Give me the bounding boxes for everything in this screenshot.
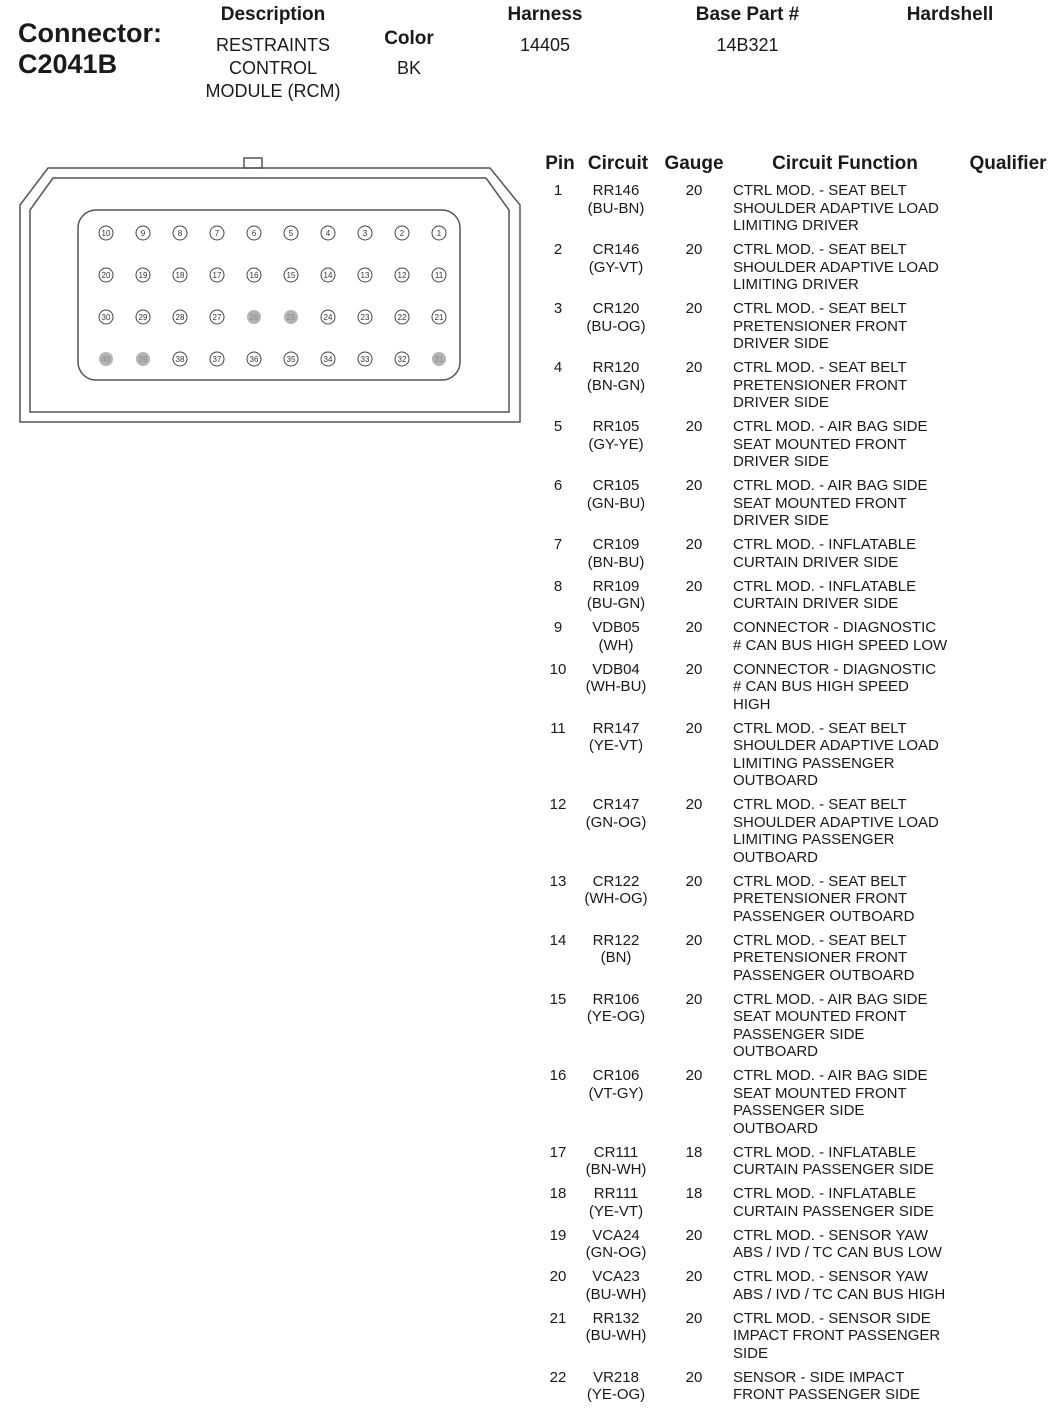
circuit-id: VCA24	[592, 1226, 640, 1244]
circuit-function-line: CTRL MOD. - AIR BAG SIDE	[733, 477, 928, 494]
gauge-value: 18	[685, 1185, 703, 1202]
circuit-cell	[584, 619, 648, 654]
wire-color: (BU-WH)	[585, 1285, 647, 1303]
circuit-function-line: CTRL MOD. - INFLATABLE	[733, 577, 917, 595]
gauge-value: 20	[685, 1309, 703, 1327]
col-header-circuit: Circuit	[587, 153, 649, 174]
pin-number: 6	[553, 477, 563, 494]
circuit-function-line: CTRL MOD. - SEAT BELT	[733, 241, 907, 258]
circuit-function-line: CURTAIN DRIVER SIDE	[733, 595, 899, 612]
circuit-id: RR122	[592, 931, 640, 949]
pin-number: 8	[553, 577, 563, 595]
circuit-cell	[584, 932, 648, 967]
circuit-cell	[584, 1144, 648, 1179]
cavity-number: 7	[214, 229, 220, 238]
cavity-number: 10	[101, 229, 111, 238]
circuit-function-line: # CAN BUS HIGH SPEED	[733, 678, 909, 695]
cavity-number: 30	[101, 313, 111, 322]
gauge-value: 20	[685, 477, 703, 494]
circuit-function-line: OUTBOARD	[733, 848, 819, 866]
gauge-value: 18	[685, 1143, 703, 1161]
wire-color: (VT-GY)	[588, 1084, 644, 1102]
cavity-number: 24	[323, 313, 333, 322]
pin-number: 22	[549, 1368, 567, 1386]
circuit-function-line: LIMITING DRIVER	[733, 276, 859, 293]
circuit-function-line: CTRL MOD. - SEAT BELT	[733, 719, 907, 737]
wire-color: (WH-BU)	[585, 678, 647, 695]
wire-color: (BN-GN)	[586, 376, 646, 394]
pin-number: 10	[549, 660, 567, 678]
cavity-number: 8	[177, 229, 183, 238]
circuit-function-line: CTRL MOD. - SENSOR SIDE	[733, 1309, 931, 1327]
cavity-number: 5	[288, 229, 294, 238]
circuit-function-cell	[733, 1185, 973, 1220]
pin-number: 7	[553, 536, 563, 553]
circuit-function-line: LIMITING PASSENGER	[733, 831, 895, 848]
circuit-cell	[584, 477, 648, 512]
harness-label: Harness	[507, 4, 583, 25]
circuit-id: RR105	[592, 418, 640, 435]
circuit-function-line: SIDE	[733, 1344, 769, 1362]
circuit-function-line: SEAT MOUNTED FRONT	[733, 1084, 907, 1102]
gauge-value: 20	[685, 536, 703, 553]
cavity-number: 25	[286, 313, 296, 322]
circuit-function-line: SEAT MOUNTED FRONT	[733, 494, 907, 512]
cavity-number: 33	[360, 355, 370, 364]
gauge-value: 20	[685, 931, 703, 949]
circuit-function-line: FRONT PASSENGER SIDE	[733, 1386, 920, 1403]
circuit-function-cell	[733, 1310, 973, 1363]
connector-latch	[244, 158, 262, 168]
circuit-function-line: CTRL MOD. - AIR BAG SIDE	[733, 990, 928, 1008]
circuit-function-line: CONNECTOR - DIAGNOSTIC	[733, 619, 937, 636]
circuit-cell	[584, 1185, 648, 1220]
circuit-function-cell	[733, 182, 973, 235]
color-value: BK	[396, 58, 421, 78]
circuit-function-line: SEAT MOUNTED FRONT	[733, 1008, 907, 1025]
gauge-value: 20	[685, 990, 703, 1008]
circuit-function-line: # CAN BUS HIGH SPEED LOW	[733, 636, 948, 654]
circuit-function-line: OUTBOARD	[733, 772, 819, 789]
cavity-number: 21	[434, 313, 444, 322]
circuit-function-cell	[733, 300, 973, 353]
pin-number: 21	[549, 1309, 567, 1327]
circuit-function-line: PASSENGER OUTBOARD	[733, 907, 915, 925]
circuit-function-line: OUTBOARD	[733, 1043, 819, 1060]
cavity-number: 23	[360, 313, 370, 322]
cavity-number: 14	[323, 271, 333, 280]
hardshell-label: Hardshell	[906, 4, 994, 25]
circuit-function-line: CURTAIN PASSENGER SIDE	[733, 1202, 934, 1220]
gauge-value: 20	[685, 660, 703, 678]
circuit-function-cell	[733, 578, 973, 613]
base-part-value: 14B321	[716, 35, 779, 55]
circuit-function-cell	[733, 991, 973, 1061]
circuit-function-cell	[733, 1227, 973, 1262]
circuit-cell	[584, 720, 648, 755]
cavity-number: 1	[436, 229, 442, 238]
circuit-cell	[584, 873, 648, 908]
color-label: Color	[384, 28, 434, 49]
circuit-function-line: CTRL MOD. - AIR BAG SIDE	[733, 418, 928, 435]
circuit-function-line: ABS / IVD / TC CAN BUS LOW	[733, 1244, 942, 1261]
wire-color: (BU-GN)	[586, 595, 646, 612]
wire-color: (YE-OG)	[586, 1386, 646, 1403]
circuit-function-line: SHOULDER ADAPTIVE LOAD	[733, 737, 939, 754]
circuit-cell	[584, 1369, 648, 1404]
gauge-value: 20	[685, 182, 703, 199]
circuit-id: CR109	[592, 536, 640, 553]
pin-number: 1	[553, 182, 563, 199]
cavity-number: 37	[212, 355, 222, 364]
circuit-function-cell	[733, 932, 973, 985]
wire-color: (BU-BN)	[587, 199, 645, 217]
connector-outer-shell	[20, 168, 520, 422]
gauge-value: 20	[685, 241, 703, 258]
circuit-function-line: CONNECTOR - DIAGNOSTIC	[733, 660, 937, 678]
circuit-function-cell	[733, 536, 973, 571]
cavity-number: 11	[434, 271, 444, 280]
cavity-number: 36	[249, 355, 259, 364]
circuit-function-line: CTRL MOD. - INFLATABLE	[733, 536, 917, 553]
circuit-function-cell	[733, 1268, 973, 1303]
pin-number: 5	[553, 418, 563, 435]
circuit-function-line: CURTAIN DRIVER SIDE	[733, 553, 899, 571]
circuit-function-line: CTRL MOD. - SEAT BELT	[733, 359, 907, 376]
circuit-cell	[584, 536, 648, 571]
circuit-function-line: CTRL MOD. - SENSOR YAW	[733, 1226, 929, 1244]
circuit-function-line: SHOULDER ADAPTIVE LOAD	[733, 258, 939, 276]
circuit-id: RR111	[593, 1185, 639, 1202]
circuit-function-line: ABS / IVD / TC CAN BUS HIGH	[733, 1285, 946, 1303]
gauge-value: 20	[685, 1067, 703, 1084]
connector-inner-shell	[30, 178, 509, 412]
cavity-number: 3	[362, 229, 368, 238]
harness-value: 14405	[519, 35, 571, 55]
cavity-number: 2	[399, 229, 405, 238]
circuit-function-line: HIGH	[733, 695, 771, 713]
wire-color: (BN)	[600, 949, 632, 966]
circuit-function-line: CTRL MOD. - INFLATABLE	[733, 1143, 917, 1161]
cavity-number: 27	[212, 313, 222, 322]
pin-number: 15	[549, 990, 567, 1008]
wire-color: (GN-OG)	[585, 1244, 647, 1261]
circuit-id: RR109	[592, 577, 640, 595]
circuit-function-cell	[733, 241, 973, 294]
description-value	[178, 34, 368, 103]
circuit-function-line: CTRL MOD. - SEAT BELT	[733, 796, 907, 813]
circuit-cell	[584, 796, 648, 831]
circuit-function-cell	[733, 477, 973, 530]
circuit-cell	[584, 1067, 648, 1102]
wire-color: (YE-OG)	[586, 1008, 646, 1025]
circuit-id: CR147	[592, 796, 640, 813]
cavity-number: 32	[397, 355, 407, 364]
circuit-id: VCA23	[592, 1268, 640, 1285]
gauge-value: 20	[685, 1368, 703, 1386]
circuit-function-line: DRIVER SIDE	[733, 512, 829, 529]
pin-number: 9	[553, 619, 563, 636]
col-header-circuit-function: Circuit Function	[772, 153, 918, 174]
circuit-cell	[584, 359, 648, 394]
base-part-label: Base Part #	[695, 4, 800, 25]
circuit-function-line: PRETENSIONER FRONT	[733, 376, 908, 394]
cavity-number: 38	[175, 355, 185, 364]
circuit-cell	[584, 418, 648, 453]
wire-color: (YE-VT)	[588, 1202, 644, 1220]
pin-number: 17	[549, 1143, 567, 1161]
circuit-id: RR132	[592, 1309, 640, 1327]
cavity-number: 34	[323, 355, 333, 364]
cavity-number: 12	[397, 271, 407, 280]
circuit-function-line: DRIVER SIDE	[733, 335, 829, 352]
description-line-1: RESTRAINTS	[215, 35, 330, 55]
pin-number: 18	[549, 1185, 567, 1202]
circuit-function-line: CURTAIN PASSENGER SIDE	[733, 1161, 934, 1178]
wire-color: (WH)	[598, 636, 634, 654]
cavity-number: 13	[360, 271, 370, 280]
pin-number: 14	[549, 931, 567, 949]
circuit-cell	[584, 661, 648, 696]
col-header-pin: Pin	[545, 153, 575, 174]
circuit-cell	[584, 1310, 648, 1345]
cavity-number: 4	[325, 229, 331, 238]
wire-color: (BU-OG)	[586, 317, 646, 335]
circuit-function-cell	[733, 359, 973, 412]
circuit-function-line: OUTBOARD	[733, 1119, 819, 1137]
circuit-function-line: LIMITING DRIVER	[733, 217, 859, 234]
cavity-grid	[99, 226, 446, 366]
circuit-id: RR106	[592, 990, 640, 1008]
pin-number: 20	[549, 1268, 567, 1285]
circuit-cell	[584, 578, 648, 613]
wire-color: (GY-YE)	[588, 435, 644, 453]
circuit-function-cell	[733, 796, 973, 866]
circuit-function-cell	[733, 1067, 973, 1137]
pin-number: 11	[550, 719, 566, 737]
cavity-number: 9	[140, 229, 146, 238]
circuit-function-cell	[733, 720, 973, 790]
circuit-cell	[584, 241, 648, 276]
gauge-value: 20	[685, 872, 703, 890]
circuit-cell	[584, 991, 648, 1026]
circuit-id: VDB04	[592, 660, 640, 678]
circuit-id: CR105	[592, 477, 640, 494]
circuit-function-line: PASSENGER OUTBOARD	[733, 966, 915, 984]
cavity-number: 18	[175, 271, 185, 280]
wire-color: (GY-VT)	[588, 258, 644, 276]
circuit-function-cell	[733, 1144, 973, 1179]
gauge-value: 20	[685, 796, 703, 813]
circuit-function-line: CTRL MOD. - SEAT BELT	[733, 931, 907, 949]
circuit-function-line: CTRL MOD. - SEAT BELT	[733, 300, 907, 317]
connector-face-diagram	[18, 150, 523, 425]
circuit-function-line: PRETENSIONER FRONT	[733, 949, 908, 966]
circuit-id: CR120	[592, 300, 640, 317]
cavity-number: 22	[397, 313, 407, 322]
cavity-number: 31	[434, 355, 444, 364]
cavity-number: 20	[101, 271, 111, 280]
circuit-id: VDB05	[592, 619, 640, 636]
description-line-3: MODULE (RCM)	[205, 81, 341, 101]
circuit-id: CR122	[592, 872, 640, 890]
circuit-function-line: CTRL MOD. - SENSOR YAW	[733, 1268, 929, 1285]
circuit-id: VR218	[593, 1368, 639, 1386]
gauge-value: 20	[685, 1226, 703, 1244]
circuit-id: CR106	[592, 1067, 640, 1084]
cavity-number: 16	[249, 271, 259, 280]
cavity-number: 6	[251, 229, 257, 238]
circuit-id: CR111	[593, 1143, 639, 1161]
circuit-function-line: SHOULDER ADAPTIVE LOAD	[733, 199, 939, 217]
pin-number: 4	[553, 359, 563, 376]
circuit-cell	[584, 1268, 648, 1303]
cavity-number: 35	[286, 355, 296, 364]
pin-number: 2	[553, 241, 563, 258]
circuit-function-line: SEAT MOUNTED FRONT	[733, 435, 907, 453]
circuit-id: RR146	[592, 182, 640, 199]
col-header-qualifier: Qualifier	[969, 153, 1047, 174]
gauge-value: 20	[685, 418, 703, 435]
connector-label: Connector:	[18, 18, 162, 48]
circuit-cell	[584, 300, 648, 335]
circuit-function-line: LIMITING PASSENGER	[733, 754, 895, 772]
cavity-number: 15	[286, 271, 296, 280]
gauge-value: 20	[685, 300, 703, 317]
circuit-id: RR147	[592, 719, 640, 737]
cavity-number: 17	[212, 271, 222, 280]
circuit-id: CR146	[592, 241, 640, 258]
circuit-function-line: SHOULDER ADAPTIVE LOAD	[733, 813, 939, 831]
cavity-number: 19	[138, 271, 148, 280]
gauge-value: 20	[685, 619, 703, 636]
cavity-number: 39	[138, 355, 148, 364]
circuit-function-line: CTRL MOD. - SEAT BELT	[733, 872, 907, 890]
circuit-function-line: PASSENGER SIDE	[733, 1102, 865, 1119]
pin-number: 3	[553, 300, 563, 317]
circuit-function-cell	[733, 1369, 973, 1404]
circuit-function-cell	[733, 619, 973, 654]
cavity-number: 29	[138, 313, 148, 322]
wire-color: (BU-WH)	[585, 1327, 647, 1344]
gauge-value: 20	[685, 577, 703, 595]
circuit-function-line: CTRL MOD. - AIR BAG SIDE	[733, 1067, 928, 1084]
cavity-number: 26	[249, 313, 259, 322]
wire-color: (BN-WH)	[585, 1161, 647, 1178]
circuit-function-cell	[733, 418, 973, 471]
gauge-value: 20	[685, 1268, 703, 1285]
wire-color: (YE-VT)	[588, 737, 644, 754]
wire-color: (GN-BU)	[586, 494, 646, 512]
circuit-function-line: DRIVER SIDE	[733, 394, 829, 411]
circuit-function-line: DRIVER SIDE	[733, 453, 829, 470]
wire-color: (WH-OG)	[584, 890, 648, 907]
pin-number: 16	[549, 1067, 567, 1084]
circuit-function-line: PRETENSIONER FRONT	[733, 890, 908, 907]
connector-title	[18, 18, 162, 80]
circuit-function-line: IMPACT FRONT PASSENGER	[733, 1327, 941, 1344]
col-header-gauge: Gauge	[664, 153, 724, 174]
circuit-function-line: PRETENSIONER FRONT	[733, 317, 908, 335]
cavity-number: 40	[101, 355, 111, 364]
circuit-function-cell	[733, 873, 973, 926]
circuit-id: RR120	[592, 359, 640, 376]
description-label: Description	[220, 4, 326, 25]
description-line-2: CONTROL	[228, 58, 317, 78]
cavity-number: 28	[175, 313, 185, 322]
pin-number: 19	[549, 1226, 567, 1244]
connector-id: C2041B	[18, 49, 118, 79]
gauge-value: 20	[685, 359, 703, 376]
pin-number: 12	[549, 796, 567, 813]
circuit-function-cell	[733, 661, 973, 714]
circuit-cell	[584, 182, 648, 217]
wire-color: (BN-BU)	[587, 553, 645, 571]
wire-color: (GN-OG)	[585, 813, 647, 831]
circuit-function-line: PASSENGER SIDE	[733, 1025, 865, 1043]
circuit-function-line: SENSOR - SIDE IMPACT	[733, 1368, 905, 1386]
circuit-function-line: CTRL MOD. - INFLATABLE	[733, 1185, 917, 1202]
circuit-cell	[584, 1227, 648, 1262]
gauge-value: 20	[685, 719, 703, 737]
pin-number: 13	[549, 872, 567, 890]
circuit-function-line: CTRL MOD. - SEAT BELT	[733, 182, 907, 199]
